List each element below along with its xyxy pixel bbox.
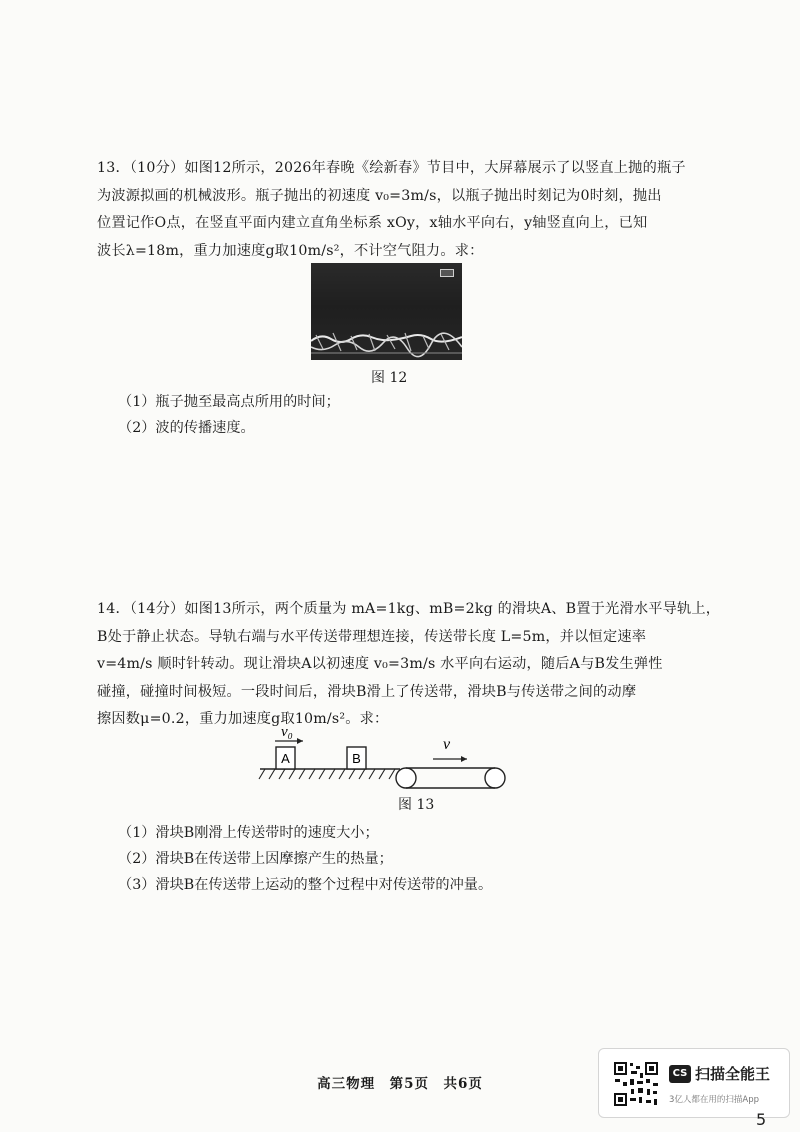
q14-line: 14．（14分）如图13所示，两个质量为 mA=1kg、mB=2kg 的滑块A、B置于光滑水平导轨上， bbox=[97, 601, 721, 617]
q13-subquestion-1: （1）瓶子抛至最高点所用的时间； bbox=[118, 394, 340, 410]
figure-12-photo bbox=[311, 263, 462, 360]
q14-line: B处于静止状态。导轨右端与水平传送带理想连接，传送带长度 L=5m，并以恒定速率 bbox=[97, 628, 647, 645]
q13-line: 波长λ=18m，重力加速度g取10m/s²，不计空气阻力。求： bbox=[97, 242, 484, 259]
figure-13-diagram bbox=[255, 722, 515, 792]
question-14-text bbox=[97, 596, 721, 734]
belt-right-roller bbox=[485, 768, 505, 788]
q14-subquestion-3: （3）滑块B在传送带上运动的整个过程中对传送带的冲量。 bbox=[118, 877, 493, 893]
camscanner-name: 扫描全能王 bbox=[695, 1065, 771, 1083]
wave-pattern-image bbox=[311, 263, 462, 360]
q13-line: 为波源拟画的机械波形。瓶子抛出的初速度 v₀=3m/s，以瓶子抛出时刻记为0时刻，抛出 bbox=[97, 187, 662, 204]
v-label: v bbox=[443, 736, 451, 753]
qr-code-icon bbox=[613, 1061, 659, 1107]
q14-line: 碰撞，碰撞时间极短。一段时间后，滑块B滑上了传送带，滑块B与传送带之间的动摩 bbox=[97, 683, 637, 700]
figure-13-caption: 图 13 bbox=[398, 797, 435, 813]
q14-subquestion-2: （2）滑块B在传送带上因摩擦产生的热量； bbox=[118, 851, 393, 867]
block-a-label: A bbox=[281, 751, 290, 766]
v0-label: v₀ bbox=[281, 724, 293, 740]
corner-page-number: 5 bbox=[756, 1110, 767, 1129]
question-13-text bbox=[97, 155, 686, 265]
q14-line: v=4m/s 顺时针转动。现让滑块A以初速度 v₀=3m/s 水平向右运动，随后A与B发生弹性 bbox=[97, 656, 663, 672]
q13-subquestion-2: （2）波的传播速度。 bbox=[118, 420, 255, 436]
q14-line: 擦因数μ=0.2，重力加速度g取10m/s²。求： bbox=[97, 711, 389, 727]
scanner-watermark bbox=[598, 1048, 790, 1118]
block-b-label: B bbox=[352, 751, 361, 766]
belt-left-roller bbox=[396, 768, 416, 788]
q14-subquestion-1: （1）滑块B刚滑上传送带时的速度大小； bbox=[118, 825, 379, 841]
q13-line: 13．（10分）如图12所示，2026年春晚《绘新春》节目中，大屏幕展示了以竖直上抛的瓶子 bbox=[97, 160, 686, 176]
photo-overlay-tag bbox=[440, 269, 454, 277]
v0-arrowhead bbox=[297, 738, 303, 744]
figure-12-caption: 图 12 bbox=[371, 370, 408, 386]
q13-line: 位置记作O点，在竖直平面内建立直角坐标系 xOy，x轴水平向右，y轴竖直向上，已知 bbox=[97, 215, 648, 231]
camscanner-logo: CS bbox=[669, 1065, 691, 1083]
page-footer: 高三物理 第5页 共6页 bbox=[317, 1076, 483, 1092]
belt-velocity-arrowhead bbox=[461, 756, 467, 762]
rail-hatching bbox=[259, 769, 395, 779]
camscanner-tagline: 3亿人都在用的扫描App bbox=[669, 1095, 760, 1105]
